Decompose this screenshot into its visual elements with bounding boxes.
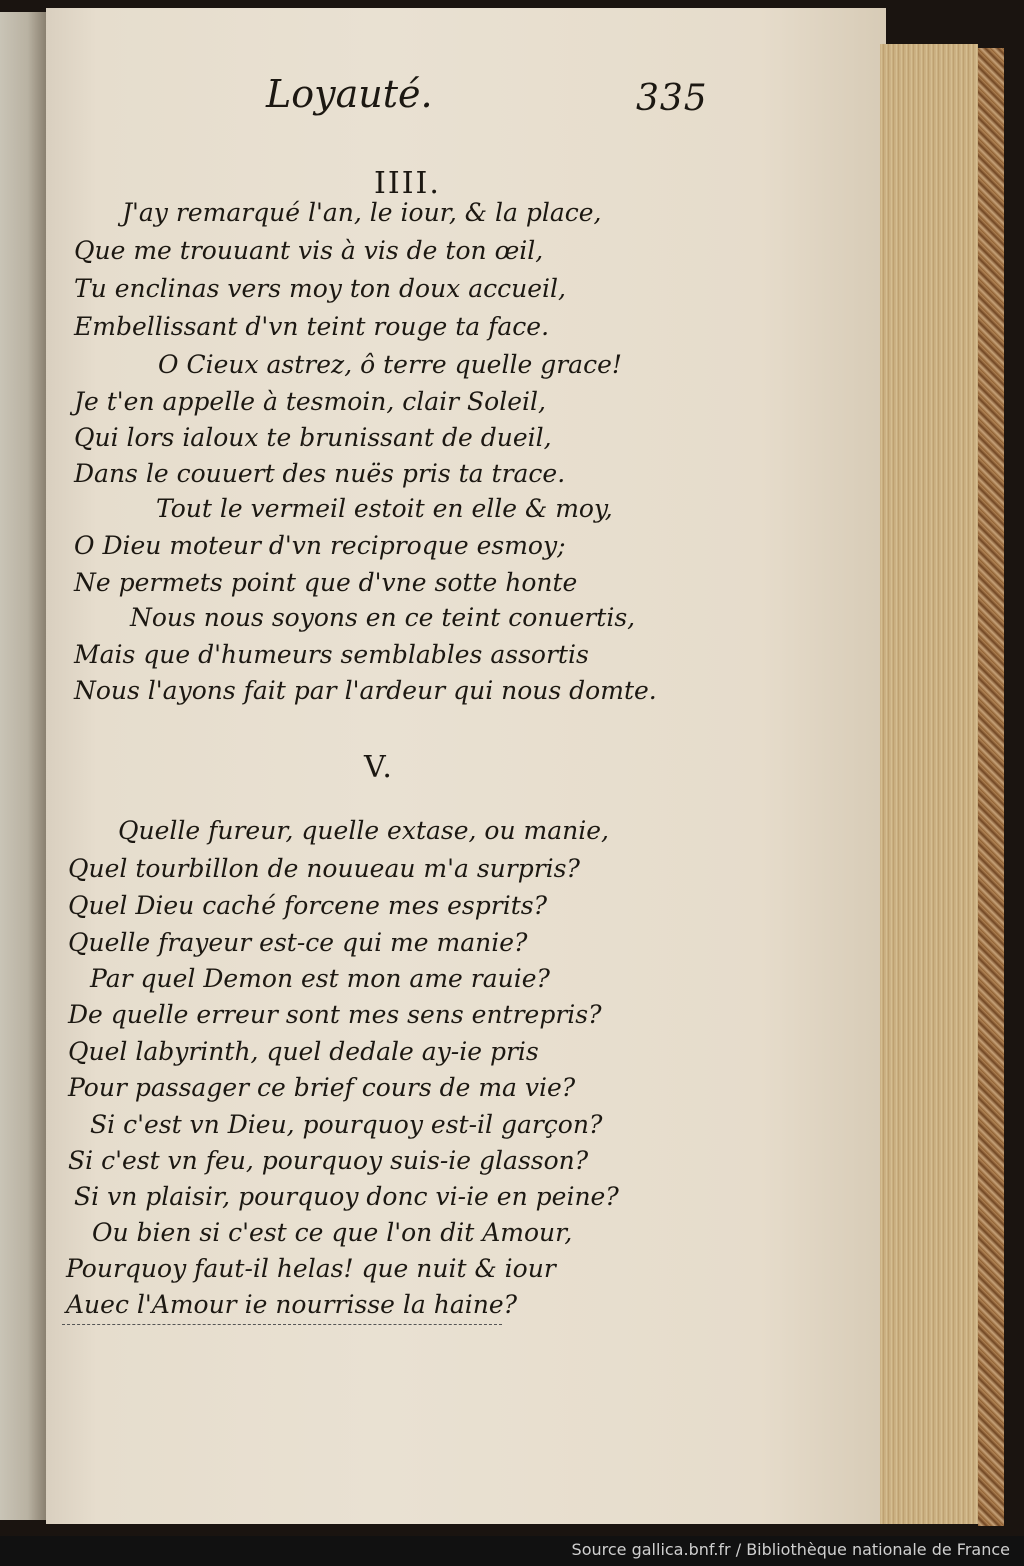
- verse-line: Ou bien si c'est ce que l'on dit Amour,: [92, 1218, 573, 1247]
- page-edges: [880, 44, 978, 1524]
- verse-line: Quelle frayeur est-ce qui me manie?: [68, 928, 528, 957]
- end-rule: [62, 1324, 502, 1325]
- facing-page-edge: [0, 12, 46, 1520]
- verse-line: Quel tourbillon de nouueau m'a surpris?: [68, 854, 580, 883]
- verse-line: O Dieu moteur d'vn reciproque esmoy;: [74, 531, 566, 560]
- verse-line: Quelle fureur, quelle extase, ou manie,: [118, 816, 609, 845]
- verse-line: Mais que d'humeurs semblables assortis: [74, 640, 589, 669]
- section-heading-5: V.: [364, 750, 394, 785]
- verse-line: Embellissant d'vn teint rouge ta face.: [74, 312, 550, 341]
- verse-line: Tout le vermeil estoit en elle & moy,: [156, 494, 613, 523]
- verse-line: Pour passager ce brief cours de ma vie?: [68, 1073, 576, 1102]
- running-title: Loyauté.: [266, 72, 433, 116]
- verse-line: Qui lors ialoux te brunissant de dueil,: [74, 423, 552, 452]
- verse-line: O Cieux astrez, ô terre quelle grace!: [158, 350, 622, 379]
- verse-line: Dans le couuert des nuës pris ta trace.: [74, 459, 566, 488]
- verse-line: Pourquoy faut-il helas! que nuit & iour: [66, 1254, 556, 1283]
- verse-line: Par quel Demon est mon ame rauie?: [90, 964, 550, 993]
- verse-line: Tu enclinas vers moy ton doux accueil,: [74, 274, 566, 303]
- verse-line: Si vn plaisir, pourquoy donc vi-ie en peine?: [74, 1182, 619, 1211]
- verse-line: J'ay remarqué l'an, le iour, & la place,: [122, 198, 602, 227]
- source-credit: Source gallica.bnf.fr / Bibliothèque nationale de France: [571, 1540, 1010, 1559]
- verse-line: Nous l'ayons fait par l'ardeur qui nous domte.: [74, 676, 657, 705]
- page-number: 335: [636, 78, 708, 119]
- verse-line: Quel labyrinth, quel dedale ay-ie pris: [68, 1037, 539, 1066]
- verse-line: Ne permets point que d'vne sotte honte: [74, 568, 578, 597]
- verse-line: Je t'en appelle à tesmoin, clair Soleil,: [74, 387, 546, 416]
- verse-line: Auec l'Amour ie nourrisse la haine?: [66, 1290, 518, 1319]
- section-heading-4: IIII.: [374, 166, 441, 201]
- book-cover-edge: [978, 48, 1004, 1526]
- verse-line: Si c'est vn Dieu, pourquoy est-il garçon?: [90, 1110, 603, 1139]
- verse-line: Quel Dieu caché forcene mes esprits?: [68, 891, 547, 920]
- verse-line: Que me trouuant vis à vis de ton œil,: [74, 236, 544, 265]
- verse-line: Si c'est vn feu, pourquoy suis-ie glasson?: [68, 1146, 589, 1175]
- verse-line: Nous nous soyons en ce teint conuertis,: [130, 603, 636, 632]
- verse-line: De quelle erreur sont mes sens entrepris?: [68, 1000, 602, 1029]
